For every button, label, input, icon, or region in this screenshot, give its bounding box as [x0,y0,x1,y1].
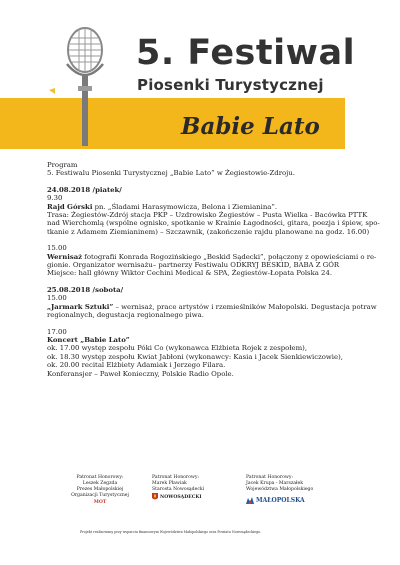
rally-line [47,203,367,211]
rally-route-2: nad Wierchomlą (wspólne ognisko, spotkanie w Krainie Łagodności, gitara, poezja i śpiew, spo- [47,219,380,228]
vernissage-text-3: Miejsce: hall główny Wiktor Cechini Medical & SPA, Żegiestów-Łopata Polska 24. [47,269,333,278]
intro-label: Program [47,161,78,169]
mot-logo: MOT [93,500,107,505]
banner-subtitle: Piosenki Turystycznej [137,76,324,94]
nowosadecki-logo-row [152,493,204,501]
rally-text: pn. „Śladami Harasymowicza, Belona i Ziemianina”. [92,202,278,211]
patron-role: Starosta Nowosądecki [152,487,205,492]
fair-name: „Jarmark Sztuki” [47,302,114,311]
day1-time1: 9.30 [47,194,63,203]
patron-name: Marek Pławiak [152,481,187,486]
fair-line [47,302,377,311]
day2-time2: 17.00 [47,327,67,336]
funding-note: Projekt realizowany przy wsparciu finansowym Województwa Małopolskiego oraz Powiatu Nowosądeckiego. [80,530,262,534]
concert-line-2: ok. 18.30 występ zespołu Kwiat Jabłoni (wykonawcy: Kasia i Jacek Sienkiewiczowie), [47,352,343,361]
day1-date: 24.08.2018 /piatek/ [47,185,122,194]
rally-route-1: Trasa: Żegiestów-Zdrój stacja PKP – Uzdrowisko Żegiestów – Pusta Wielka - Bacówka PTTK [47,211,368,220]
vernissage-line [47,252,377,261]
concert-line-3: ok. 20.00 recital Elżbiety Adamiak i Jerzego Filara. [47,361,226,370]
rally-route-3: tkanie z Adamem Ziemianinem) – Szczawnik, (zakończenie rajdu planowane na godz. 16.00) [47,227,370,236]
patron-starosta [152,475,204,501]
malopolska-logo-row [246,497,313,504]
malopolska-logo: MAŁOPOLSKA [256,497,305,504]
patron-mot [68,475,132,506]
day2-date: 25.08.2018 /sobota/ [47,285,124,294]
day2-time1: 15.00 [47,294,67,303]
coat-of-arms-icon [152,493,158,501]
banner-title: 5. Festiwal [136,33,356,73]
patron-marszalek [246,475,313,504]
concert-line-4: Konferansjer – Paweł Konieczny, Polskie Radio Opole. [47,369,234,378]
day1-time2: 15.00 [47,244,67,253]
intro-text: 5. Festiwalu Piosenki Turystycznej „Babie Lato” w Żegiestowie-Zdroju. [47,169,295,178]
vernissage-name: Wernisaż [47,252,83,261]
patron-label: Patronat Honorowy: [76,475,124,480]
patron-label: Patronat Honorowy: [152,475,199,480]
patron-name: Jacek Krupa - Marszałek [246,481,304,486]
malopolska-mark-icon [246,497,254,504]
concert-line-1: ok. 17.00 występ zespołu Póki Co (wykonawca Elżbieta Rojek z zespołem), [47,344,308,353]
vernissage-text-2: gionie. Organizator wernisażu– partnerzy Festiwalu ODKRYJ BESKID, BABA Z GÓR [47,261,340,270]
program-text [47,161,380,378]
patronage-footer [68,475,368,535]
nowosadecki-logo: NOWOSĄDECKI [160,494,202,500]
festival-banner [0,0,400,150]
concert-title: Koncert „Babie Lato” [47,335,130,344]
fair-text-2: regionalnych, degustacja regionalnego piwa. [47,311,204,320]
microphone-icon [45,14,125,149]
fair-text: – wernisaż, prace artystów i rzemieślników Małopolski. Degustacja potraw [113,302,377,311]
rally-name: Rajd Górski [47,202,93,211]
banner-script-title: Babie Lato [181,113,320,140]
patron-role: Województwa Małopolskiego [246,487,314,492]
patron-label: Patronat Honorowy: [246,475,293,480]
patron-role: Prezes Małopolskiej [76,487,124,492]
patron-name: Leszek Zegzda [82,481,118,486]
patron-org: Organizacji Turystycznej [71,493,129,498]
vernissage-text-1: fotografii Konrada Rogozińskiego „Beskid Sądecki”, połączony z opowieściami o re- [82,252,377,261]
